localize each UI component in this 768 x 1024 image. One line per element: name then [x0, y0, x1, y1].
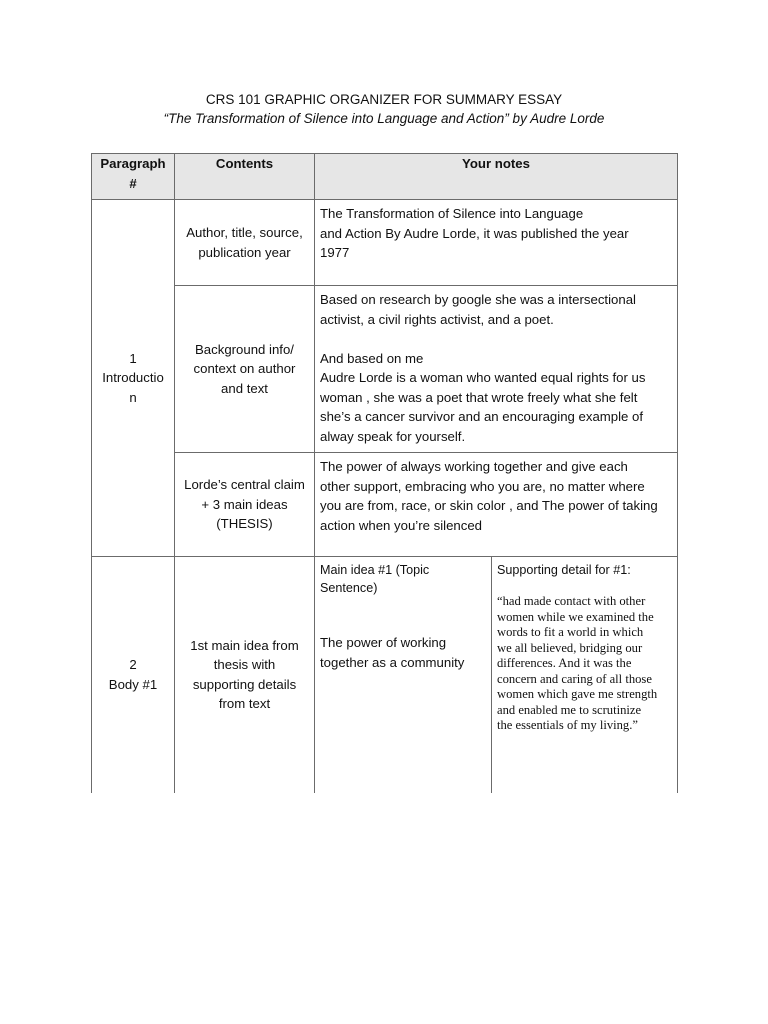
- table-row: [92, 557, 678, 793]
- intro-notes-author: The Transformation of Silence into Language and Action By Audre Lorde, it was published the year 1977: [315, 200, 678, 286]
- document-title: CRS 101 GRAPHIC ORGANIZER FOR SUMMARY ESSAY: [205, 92, 563, 107]
- table-header-row: [92, 154, 678, 200]
- header-contents: Contents: [175, 154, 315, 200]
- body1-paragraph-cell: 2 Body #1: [92, 557, 175, 793]
- table-row: [92, 453, 678, 557]
- body1-main-idea-cell: [315, 557, 492, 793]
- intro-contents-thesis: Lorde’s central claim + 3 main ideas (THESIS): [175, 453, 315, 557]
- intro-contents-background: Background info/ context on author and text: [175, 286, 315, 453]
- support-quote: “had made contact with other women while we examined the words to fit a world in which we all believed, bridging our differences. And it was the concern and caring of all those women which gave me strength and enabled me to scrutinize the essentials of my living.”: [497, 594, 658, 732]
- document-subtitle: “The Transformation of Silence into Language and Action” by Audre Lorde: [163, 111, 605, 126]
- body1-support-cell: [492, 557, 678, 793]
- header-paragraph: Paragraph #: [92, 154, 175, 200]
- graphic-organizer-table: [91, 153, 678, 793]
- main-idea-label: Main idea #1 (Topic Sentence): [320, 563, 430, 595]
- table-row: [92, 200, 678, 286]
- intro-paragraph-cell: 1 Introductio n: [92, 200, 175, 557]
- main-idea-text: The power of working together as a community: [320, 635, 465, 670]
- body1-contents: 1st main idea from thesis with supporting details from text: [175, 557, 315, 793]
- header-notes: Your notes: [315, 154, 678, 200]
- support-label: Supporting detail for #1:: [497, 563, 631, 577]
- intro-notes-thesis: The power of always working together and give each other support, embracing who you are, no matter where you are from, race, or skin color , and The power of taking action when you’re silenced: [315, 453, 678, 557]
- intro-notes-background: Based on research by google she was a intersectional activist, a civil rights activist, and a poet. And based on me Audre Lorde is a woman who wanted equal rights for us woman , she was a poet that wrote freely what she felt she’s a cancer survivor and an encouraging example of alway speak for yourself.: [315, 286, 678, 453]
- table-row: [92, 286, 678, 453]
- intro-contents-author: Author, title, source, publication year: [175, 200, 315, 286]
